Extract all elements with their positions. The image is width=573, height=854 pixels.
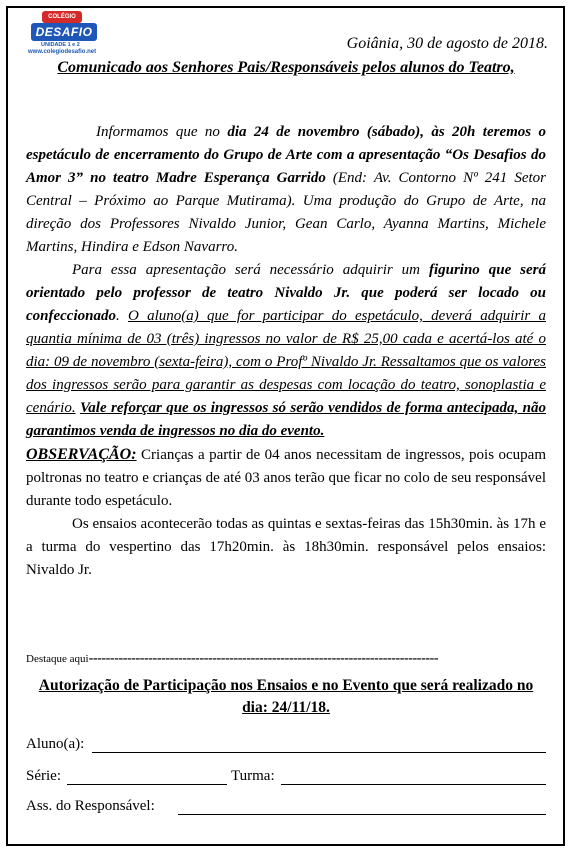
- student-label: Aluno(a):: [26, 736, 85, 752]
- cut-dashes: ----------------------------------------------------------------------------------: [88, 651, 439, 666]
- paragraph-observation: OBSERVAÇÃO: Crianças a partir de 04 anos necessitam de ingressos, pois ocupam poltronas no teatro e crianças de até 03 anos terão que ficar no colo de seu responsável durante todo espetáculo.: [26, 446, 546, 509]
- cut-line: [26, 651, 546, 667]
- authorization-title: Autorização de Participação nos Ensaios e no Evento que será realizado no dia: 24/11/18.: [38, 677, 534, 716]
- signature-label: Ass. do Responsável:: [26, 798, 155, 814]
- logo-badge: COLÉGIO: [42, 11, 82, 23]
- series-label: Série:: [26, 768, 61, 784]
- logo-website: www.colegiodesafio.net: [28, 49, 97, 55]
- class-field[interactable]: [281, 784, 546, 785]
- paragraph-costume-tickets: Para essa apresentação será necessário adquirir um figurino que será orientado pelo professor de teatro Nivaldo Jr. que poderá ser locado ou confeccionado. O aluno(a) que for participar do espetáculo, deverá adquirir a quantia mínima de 03 (três) ingressos no valor de R$ 25,00 cada e acertá-los até o dia: 09 de novembro (sexta-feira), com o Profº Nivaldo Jr. Ressaltamos que os valores dos ingressos serão para garantir as despesas com locação do teatro, sonoplastia e cenário. Vale reforçar que os ingressos só serão vendidos de forma antecipada, não garantimos venda de ingressos no dia do evento.: [26, 262, 547, 439]
- logo-brand: DESAFIO: [31, 23, 97, 41]
- paragraph-rehearsals: Os ensaios acontecerão todas as quintas e sextas-feiras das 15h30min. às 17h e a turma do vespertino das 17h20min. às 18h30min. responsável pelos ensaios: Nivaldo Jr.: [26, 516, 546, 578]
- observation-label: OBSERVAÇÃO:: [26, 446, 137, 463]
- paragraph-announcement: Informamos que no dia 24 de novembro (sábado), às 20h teremos o espetáculo de encerramento do Grupo de Arte com a apresentação “Os Desafios do Amor 3” no teatro Madre Esperança Garrido (End: Av. Contorno Nº 241 Setor Central – Próximo ao Parque Mutirama). Uma produção do Grupo de Arte, na direção dos Professores Nivaldo Junior, Gean Carlo, Ayanna Martins, Michele Martins, Hindira e Edson Navarro.: [26, 124, 546, 255]
- letter-body: [26, 121, 546, 582]
- school-logo: [28, 11, 98, 57]
- cut-label: Destaque aqui: [26, 653, 89, 665]
- letter-date: Goiânia, 30 de agosto de 2018.: [346, 35, 548, 52]
- series-field[interactable]: [67, 784, 227, 785]
- signature-field[interactable]: [178, 814, 546, 815]
- class-label: Turma:: [231, 768, 275, 784]
- student-field[interactable]: [92, 752, 546, 753]
- logo-unit: UNIDADE 1 e 2: [41, 42, 80, 48]
- letter-title: Comunicado aos Senhores Pais/Responsáveis pelos alunos do Teatro,: [57, 59, 515, 76]
